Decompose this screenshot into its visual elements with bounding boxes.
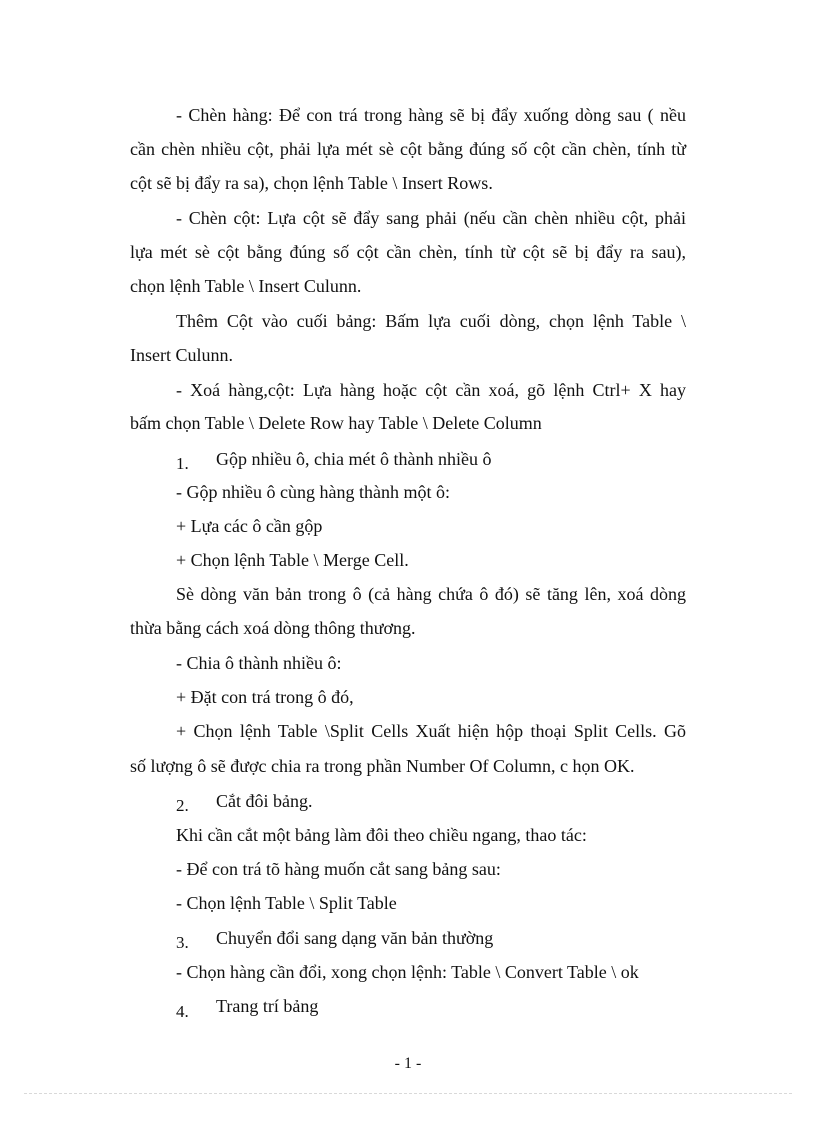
- heading-number: 4.: [176, 1002, 189, 1021]
- paragraph-line: bấm chọn Table \ Delete Row hay Table \ Delete Column: [130, 413, 542, 433]
- paragraph-line: lựa mét sè cột bằng đúng số cột cần chèn, tính từ cột sẽ bị đẩy ra sau),: [130, 242, 686, 262]
- paragraph-line: thừa bằng cách xoá dòng thông thương.: [130, 618, 416, 638]
- section-heading: Gộp nhiều ô, chia mét ô thành nhiều ô: [216, 449, 492, 469]
- paragraph-line: - Chọn hàng cần đổi, xong chọn lệnh: Table \ Convert Table \ ok: [176, 962, 639, 982]
- paragraph-line: cần chèn nhiều cột, phải lựa mét sè cột bằng đúng số cột cần chèn, tính từ: [130, 139, 686, 159]
- section-heading: Cắt đôi bảng.: [216, 791, 313, 811]
- paragraph-line: + Chọn lệnh Table \ Merge Cell.: [176, 550, 409, 570]
- paragraph-line: - Chèn cột: Lựa cột sẽ đẩy sang phải (nếu cần chèn nhiều cột, phải: [176, 208, 686, 228]
- paragraph-line: - Xoá hàng,cột: Lựa hàng hoặc cột cần xoá, gõ lệnh Ctrl+ X hay: [176, 380, 686, 400]
- paragraph-line: số lượng ô sẽ được chia ra trong phần Number Of Column, c họn OK.: [130, 756, 635, 776]
- section-heading: Chuyển đổi sang dạng văn bản thường: [216, 928, 494, 948]
- paragraph-line: - Chia ô thành nhiều ô:: [176, 653, 342, 673]
- paragraph-line: + Đặt con trá trong ô đó,: [176, 687, 354, 707]
- page-number: - 1 -: [394, 1055, 422, 1072]
- paragraph-line: - Gộp nhiều ô cùng hàng thành một ô:: [176, 482, 450, 502]
- heading-number: 3.: [176, 933, 189, 952]
- paragraph-line: Sè dòng văn bản trong ô (cả hàng chứa ô đó) sẽ tăng lên, xoá dòng: [176, 584, 686, 604]
- paragraph-line: Khi cần cắt một bảng làm đôi theo chiều ngang, thao tác:: [176, 825, 587, 845]
- paragraph-line: + Chọn lệnh Table \Split Cells Xuất hiện hộp thoại Split Cells. Gõ: [176, 721, 686, 741]
- paragraph-line: - Chọn lệnh Table \ Split Table: [176, 893, 397, 913]
- paragraph-line: Thêm Cột vào cuối bảng: Bấm lựa cuối dòng, chọn lệnh Table \: [176, 311, 686, 331]
- heading-number: 2.: [176, 796, 189, 815]
- heading-number: 1.: [176, 454, 189, 473]
- paragraph-line: Insert Culunn.: [130, 345, 233, 365]
- footer-divider: [24, 1093, 792, 1094]
- section-heading: Trang trí bảng: [216, 996, 319, 1016]
- paragraph-line: + Lựa các ô cần gộp: [176, 516, 323, 536]
- paragraph-line: - Chèn hàng: Để con trá trong hàng sẽ bị đẩy xuống dòng sau ( nều: [176, 105, 686, 125]
- paragraph-line: - Để con trá tõ hàng muốn cắt sang bảng sau:: [176, 859, 501, 879]
- paragraph-line: cột sẽ bị đẩy ra sa), chọn lệnh Table \ Insert Rows.: [130, 173, 493, 193]
- paragraph-line: chọn lệnh Table \ Insert Culunn.: [130, 276, 362, 296]
